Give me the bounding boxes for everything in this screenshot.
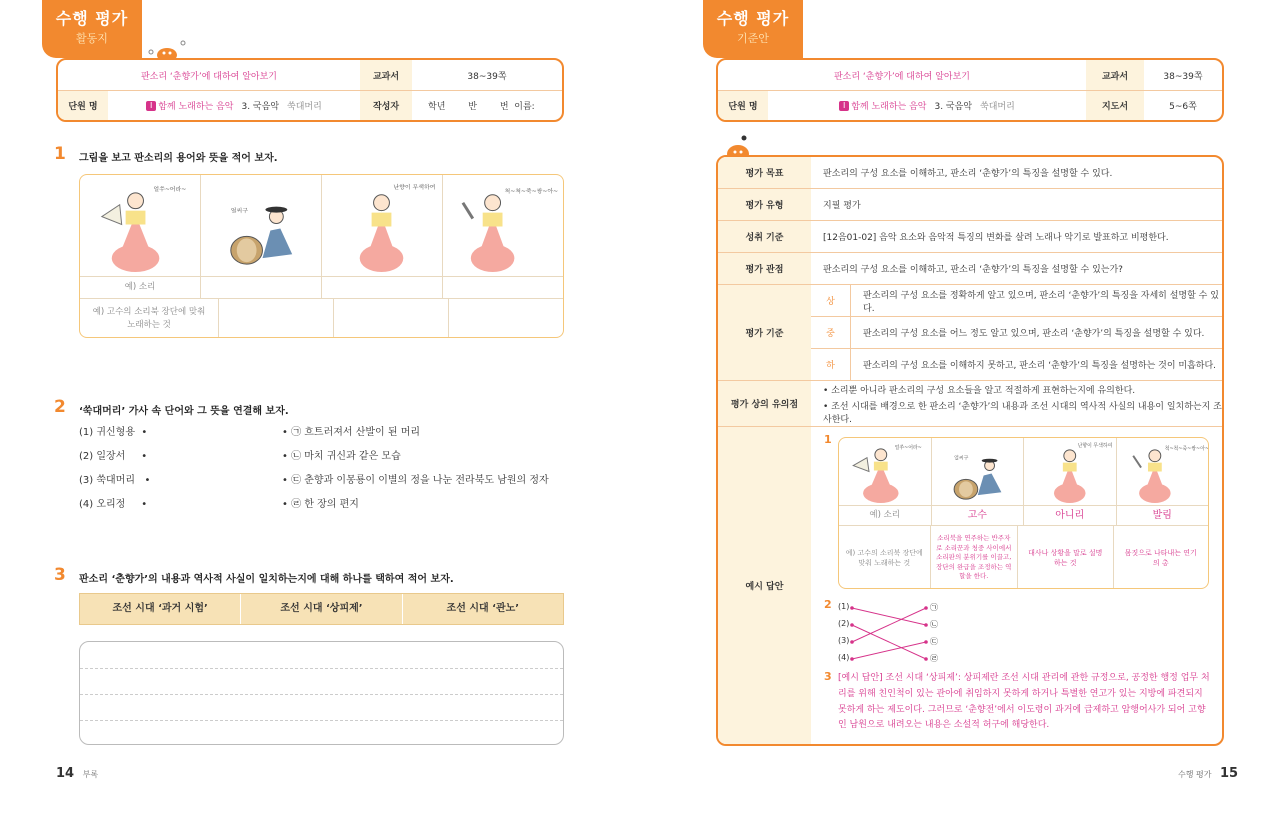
- goal-label: 평가 목표: [718, 157, 811, 188]
- textbook-label: 교과서: [360, 60, 412, 90]
- q3-options: [79, 593, 564, 625]
- right-header-table: [716, 58, 1224, 122]
- grade-low-text: 판소리의 구성 요소를 이해하지 못하고, 판소리 ‘춘향가’의 특징을 설명하는 것이 미흡하다.: [863, 361, 1217, 371]
- author-label: 작성자: [360, 91, 412, 120]
- ans2-right-4: ㉣: [930, 654, 938, 663]
- q3-option-2[interactable]: 조선 시대 ‘상피제’: [241, 594, 402, 624]
- unit-sub2: 쑥대머리: [287, 102, 322, 112]
- criteria-label: 평가 기준: [718, 285, 811, 380]
- left-page-number: 14: [56, 766, 75, 781]
- badge-subtitle: 활동지: [76, 32, 108, 45]
- badge-title: 수행 평가: [716, 9, 790, 28]
- ans1-number: 1: [824, 433, 832, 446]
- figure-drummer: [932, 438, 1025, 505]
- q2-left-3[interactable]: (3) 쑥대머리 •: [79, 475, 151, 486]
- left-badge: [42, 0, 142, 58]
- ans2-match-lines: [850, 600, 930, 664]
- figure-singer-fan: [839, 438, 932, 505]
- left-header-table: [56, 58, 564, 122]
- q1-table: [79, 174, 564, 338]
- q1-r1-c1: 예) 소리: [80, 277, 201, 298]
- q3-text: 판소리 ‘춘향가’의 내용과 역사적 사실이 일치하는지에 대해 하나를 택하여 적어 보자.: [79, 574, 454, 585]
- ans1-r1-c2: 고수: [932, 506, 1025, 525]
- unit-label: 단원 명: [58, 91, 108, 120]
- q1-number: 1: [54, 144, 66, 164]
- bubble-text-3: 난향이 무색하여: [1077, 442, 1113, 449]
- q3-answer-box[interactable]: [79, 641, 564, 745]
- figure-singer-gesture: [443, 175, 563, 276]
- note-2: • 조선 시대를 배경으로 한 판소리 ‘춘향가’의 내용과 조선 시대의 역사적 사실의 내용이 일치하는지 조사한다.: [823, 401, 1222, 425]
- ans3-text: [예시 답안] 조선 시대 ‘상피제’: 상피제란 조선 시대 관리에 관한 규정으로, 공정한 행정 업무 처리를 위해 친인척이 있는 관아에 취임하지 못하게 하거나 특별한 연고가 있는 지방에 파견되지 못하게 하는 제도이다. 그러므로 ‘춘향전’에서 이도령이 과거에 급제하고 암행어사가 되어 고향인 남원으로 내려오는 내용은 소설적 허구에 해당한다.: [838, 673, 1210, 731]
- guide-label: 지도서: [1086, 91, 1144, 120]
- ans2-number: 2: [824, 598, 832, 611]
- right-footer: [1178, 766, 1238, 781]
- standard-label: 성취 기준: [718, 221, 811, 252]
- figure-singer-talking: [1024, 438, 1117, 505]
- bubble-text-4: 척~척~죽~쌍~아~: [504, 187, 559, 195]
- ans2-right-3: ㉢: [930, 637, 938, 646]
- q2-right-3[interactable]: • ㉢ 춘향과 이몽룡이 이별의 정을 나눈 전라북도 남원의 정자: [282, 475, 549, 486]
- ans2-left-3: (3): [838, 636, 850, 645]
- q2-right-4[interactable]: • ㉣ 한 장의 편지: [282, 499, 359, 510]
- type-value: 지필 평가: [823, 201, 861, 211]
- ans2-left-4: (4): [838, 653, 850, 662]
- q2-left-2[interactable]: (2) 일장서 •: [79, 451, 148, 462]
- right-page-number: 15: [1220, 766, 1239, 781]
- note-1: • 소리뿐 아니라 판소리의 구성 요소들을 알고 적절하게 표현하는지에 유의한다.: [823, 385, 1136, 396]
- ans1-r1-c4: 발림: [1152, 510, 1172, 521]
- left-footer: [56, 766, 98, 781]
- ans1-r2-c1: 예) 고수의 소리북 장단에 맞춰 노래하는 것: [839, 526, 931, 589]
- ans1-r2-c3: 대사나 상황을 말로 설명하는 것: [1018, 526, 1114, 589]
- badge-title: 수행 평가: [55, 9, 129, 28]
- right-badge: [703, 0, 803, 58]
- q1-r1-c3[interactable]: [322, 277, 443, 298]
- author-fields[interactable]: 학년 반 번 이름:: [428, 102, 535, 112]
- bubble-text-4: 척~척~죽~쌍~아~: [1164, 445, 1208, 452]
- goal-value: 판소리의 구성 요소를 이해하고, 판소리 ‘춘향가’의 특징을 설명할 수 있다.: [823, 169, 1113, 179]
- q1-r2-c3[interactable]: [334, 299, 449, 338]
- notes-label: 평가 상의 유의점: [718, 381, 811, 426]
- grade-high-text: 판소리의 구성 요소를 정확하게 알고 있으며, 판소리 ‘춘향가’의 특징을 자세히 설명할 수 있다.: [863, 290, 1219, 314]
- q1-r1-c2[interactable]: [201, 277, 322, 298]
- ans1-r2-c2: 소리북을 연주하는 반주자로 소리꾼과 청중 사이에서 소리판의 분위기를 이끌고, 장단의 완급을 조정하는 역할을 한다.: [931, 526, 1019, 589]
- q1-r1-c4[interactable]: [443, 277, 563, 298]
- q2-left-4[interactable]: (4) 오리정 •: [79, 499, 148, 510]
- q1-r2-c1: 예) 고수의 소리북 장단에 맞춰 노래하는 것: [80, 299, 219, 338]
- textbook-label: 교과서: [1086, 60, 1144, 90]
- unit-main: 함께 노래하는 음악: [158, 102, 234, 112]
- ans2-left-1: (1): [838, 602, 850, 611]
- q2-right-2[interactable]: • ㉡ 마치 귀신과 같은 모습: [282, 451, 401, 462]
- ans1-r1-c1: 예) 소리: [839, 506, 932, 525]
- textbook-pages: 38~39쪽: [467, 71, 507, 82]
- grade-low: 하: [811, 349, 851, 380]
- unit-sub: 3. 국음악: [934, 102, 973, 112]
- unit-sub2: 쑥대머리: [980, 102, 1015, 112]
- grade-mid: 중: [811, 317, 851, 348]
- answer-label: 예시 답안: [718, 427, 811, 744]
- grade-high: 상: [811, 285, 851, 316]
- ans1-table: [838, 437, 1209, 589]
- type-label: 평가 유형: [718, 189, 811, 220]
- badge-subtitle: 기준안: [737, 32, 769, 45]
- q3-option-1[interactable]: 조선 시대 ‘과거 시험’: [80, 594, 241, 624]
- unit-number-badge: Ⅰ: [839, 101, 849, 111]
- standard-value: [12음01-02] 음악 요소와 음악적 특징의 변화를 살려 노래나 악기로 발표하고 비평한다.: [823, 233, 1169, 243]
- grade-mid-text: 판소리의 구성 요소를 어느 정도 알고 있으며, 판소리 ‘춘향가’의 특징을 설명할 수 있다.: [863, 329, 1205, 339]
- bubble-text-3: 난향이 무색하여: [393, 183, 436, 191]
- unit-sub: 3. 국음악: [241, 102, 280, 112]
- ans1-r2-c4: 몸짓으로 나타내는 연기의 총: [1124, 548, 1197, 567]
- bubble-text-1: 얼쑤~어라~: [894, 444, 922, 451]
- figure-singer-talking: [322, 175, 443, 276]
- bubble-text-1: 얼쑤~어라~: [153, 185, 187, 193]
- topic: 판소리 ‘춘향가’에 대하여 알아보기: [140, 71, 278, 82]
- ans2-right-2: ㉡: [930, 620, 938, 629]
- figure-drummer: [201, 175, 322, 276]
- guide-pages: 5~6쪽: [1169, 102, 1197, 112]
- q2-right-1[interactable]: • ㉠ 흐트러져서 산발이 된 머리: [282, 427, 421, 438]
- viewpoint-value: 판소리의 구성 요소를 이해하고, 판소리 ‘춘향가’의 특징을 설명할 수 있는가?: [823, 265, 1123, 275]
- unit-value: [108, 91, 360, 120]
- q1-r2-c2[interactable]: [219, 299, 334, 338]
- textbook-pages: 38~39쪽: [1163, 71, 1203, 82]
- q2-left-1[interactable]: (1) 귀신형용 •: [79, 427, 148, 438]
- q1-r2-c4[interactable]: [449, 299, 563, 338]
- ans2-left-2: (2): [838, 619, 850, 628]
- viewpoint-label: 평가 관점: [718, 253, 811, 284]
- ans3-number: 3: [824, 670, 832, 683]
- q3-number: 3: [54, 565, 66, 585]
- unit-value: [768, 91, 1086, 120]
- q1-text: 그림을 보고 판소리의 용어와 뜻을 적어 보자.: [79, 153, 278, 164]
- q2-text: ‘쑥대머리’ 가사 속 단어와 그 뜻을 연결해 보자.: [79, 406, 289, 417]
- bubble-text-2: 얼씨구: [230, 207, 249, 215]
- q2-number: 2: [54, 397, 66, 417]
- figure-singer-gesture: [1117, 438, 1209, 505]
- figure-singer-fan: [80, 175, 201, 276]
- left-footer-label: 부록: [82, 770, 99, 779]
- ans1-r1-c3: 아니리: [1024, 506, 1117, 525]
- unit-number-badge: Ⅰ: [146, 101, 156, 111]
- ans2-right-1: ㉠: [930, 603, 938, 612]
- unit-label: 단원 명: [718, 91, 768, 120]
- unit-main: 함께 노래하는 음악: [851, 102, 927, 112]
- topic: 판소리 ‘춘향가’에 대하여 알아보기: [833, 71, 971, 82]
- bubble-text-2: 얼씨구: [953, 455, 968, 462]
- q3-option-3[interactable]: 조선 시대 ‘관노’: [446, 603, 520, 614]
- right-footer-label: 수행 평가: [1178, 770, 1212, 779]
